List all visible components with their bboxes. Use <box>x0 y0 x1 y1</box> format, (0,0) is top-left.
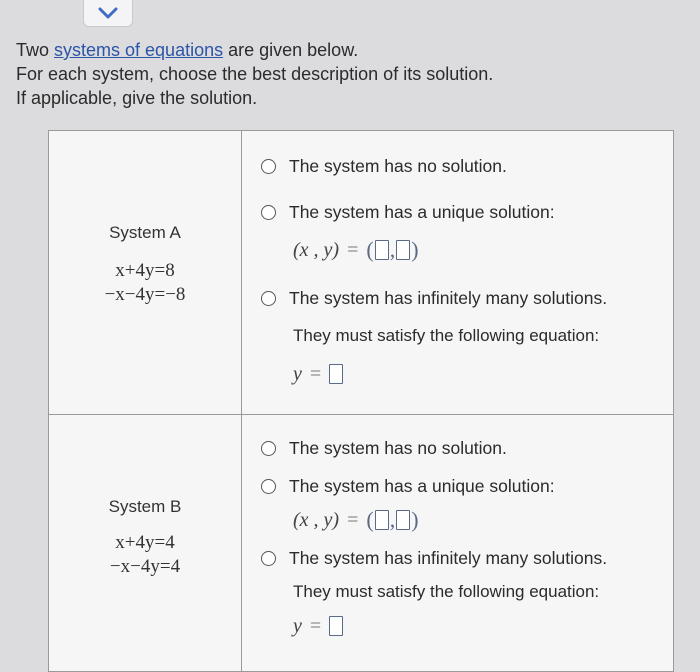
system-b-cell <box>49 497 241 579</box>
x-value-input[interactable] <box>375 240 389 260</box>
system-b-options <box>261 435 671 641</box>
equals-sign: = <box>347 238 359 261</box>
system-a-must-satisfy: They must satisfy the following equation: <box>293 326 600 345</box>
equals-sign: = <box>309 362 322 385</box>
prompt-line-1 <box>16 38 656 62</box>
radio-button[interactable] <box>261 205 276 220</box>
system-b-equation-2: −x−4y=4 <box>109 556 181 577</box>
systems-table <box>48 130 674 672</box>
system-a-option-unique[interactable] <box>261 199 671 225</box>
system-b-row <box>49 415 673 671</box>
option-label: The system has no solution. <box>289 437 507 458</box>
divider <box>241 415 242 671</box>
system-a-equation-1: x+4y=8 <box>115 260 175 281</box>
system-b-option-no-solution[interactable] <box>261 435 671 461</box>
system-a-option-infinite[interactable] <box>261 285 671 311</box>
system-b-label: System B <box>108 497 182 516</box>
prompt-text: are given below. <box>223 40 359 60</box>
system-a-label: System A <box>109 223 181 242</box>
system-b-must-satisfy: They must satisfy the following equation: <box>293 582 600 601</box>
prompt-line-2: For each system, choose the best description of its solution. <box>16 64 494 84</box>
radio-button[interactable] <box>261 291 276 306</box>
y-label: y <box>293 362 302 385</box>
ordered-pair-input: ( , ) <box>366 507 419 532</box>
collapse-toggle[interactable] <box>83 0 133 27</box>
y-label: y <box>293 614 302 637</box>
systems-of-equations-link[interactable]: systems of equations <box>54 40 224 60</box>
option-label: The system has a unique solution: <box>289 201 555 222</box>
pair-label: (x , y) <box>293 238 340 261</box>
problem-prompt <box>16 38 656 110</box>
option-label: The system has infinitely many solutions. <box>289 287 608 308</box>
option-label: The system has infinitely many solutions. <box>289 547 608 568</box>
ordered-pair-input: ( , ) <box>366 237 419 262</box>
y-value-input[interactable] <box>396 510 410 530</box>
equation-input[interactable] <box>329 616 343 636</box>
prompt-line-3: If applicable, give the solution. <box>16 88 258 108</box>
system-a-equation-2: −x−4y=−8 <box>104 284 186 305</box>
radio-button[interactable] <box>261 551 276 566</box>
system-b-option-infinite[interactable] <box>261 545 671 571</box>
system-b-equation-1: x+4y=4 <box>115 532 175 553</box>
option-label: The system has no solution. <box>289 155 507 176</box>
divider <box>241 131 242 414</box>
system-b-pair-answer <box>261 505 671 535</box>
equals-sign: = <box>347 508 359 531</box>
equals-sign: = <box>309 614 322 637</box>
radio-button[interactable] <box>261 479 276 494</box>
system-b-option-unique[interactable] <box>261 473 671 499</box>
option-label: The system has a unique solution: <box>289 475 555 496</box>
equation-input[interactable] <box>329 364 343 384</box>
system-b-equation-answer <box>261 611 671 641</box>
system-a-options <box>261 153 671 389</box>
pair-label: (x , y) <box>293 508 340 531</box>
radio-button[interactable] <box>261 159 276 174</box>
y-value-input[interactable] <box>396 240 410 260</box>
system-a-cell <box>49 223 241 307</box>
system-a-option-no-solution[interactable] <box>261 153 671 179</box>
x-value-input[interactable] <box>375 510 389 530</box>
chevron-down-icon <box>97 6 119 20</box>
radio-button[interactable] <box>261 441 276 456</box>
system-a-equation-answer <box>261 359 671 389</box>
system-a-row <box>49 131 673 415</box>
system-a-pair-answer <box>261 235 671 265</box>
prompt-text: Two <box>16 40 55 60</box>
